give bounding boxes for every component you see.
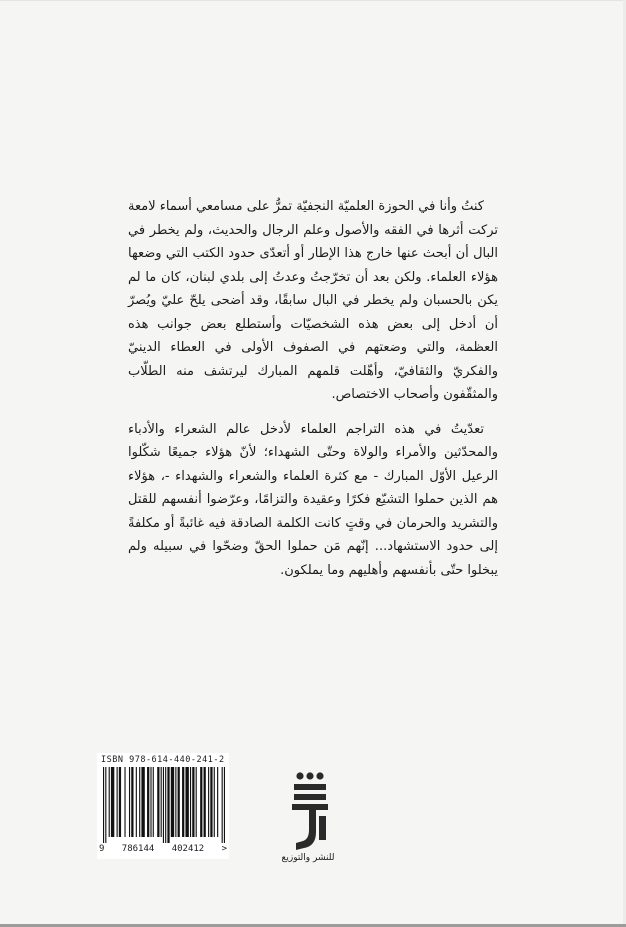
- barcode-bar: [208, 767, 209, 837]
- barcode-bar: [124, 767, 125, 837]
- barcode-bar: [147, 767, 149, 837]
- barcode-bar: [105, 767, 106, 843]
- barcode-bar: [136, 767, 137, 837]
- barcode-bar: [131, 767, 133, 837]
- barcode-bar: [200, 767, 202, 837]
- barcode-bar: [111, 767, 114, 837]
- barcode-bar: [185, 767, 188, 837]
- barcode-bar: [214, 767, 215, 837]
- isbn-barcode: [97, 753, 229, 859]
- barcode-digit-first: 9: [99, 844, 105, 854]
- barcode-bar: [157, 767, 159, 837]
- barcode-bar: [129, 767, 130, 837]
- isbn-label: ISBN 978-614-440-241-2: [101, 755, 225, 765]
- barcode-bar: [210, 767, 212, 837]
- barcode-bar: [192, 767, 194, 837]
- barcode-quiet-marker: >: [221, 844, 227, 854]
- back-cover-blurb: [128, 195, 498, 582]
- blurb-paragraph-1: كنتُ وأنا في الحوزة العلميّة النجفيّة تمرُّ على مسامعي أسماء لامعة تركت أثرها في الفقه والأصول وعلم الرجال والحديث، ولم يخطر في البال أن أبحث عنها خارج هذا الإطار أو أتعدّى حدود الكتب التي وضعها هؤلاء العلماء. ولكن بعد أن تخرّجتُ وعدتُ إلى بلدي لبنان، كان ما لم يكن بالحسبان ولم يخطر في البال سابقًا، وقد أضحى يلحّ عليّ ويُصرّ أن أدخل إلى بعض هذه الشخصيّات وأستطلع بعض جوانب هذه العظمة، والتي وضعتهم في الصفوف الأولى في العطاء الدينيّ والفكريّ والثقافيّ، وأهّلت قلمهم المبارك ليرتشف منه الطلّاب والمثقّفون وأصحاب الاختصاص.: [128, 199, 498, 402]
- barcode-bar: [190, 767, 191, 837]
- barcode-bar: [139, 767, 140, 837]
- barcode-bar: [182, 767, 184, 837]
- barcode-bar: [165, 767, 166, 843]
- barcode-bar: [171, 767, 174, 837]
- barcode-bars: [103, 767, 225, 843]
- barcode-bar: [119, 767, 121, 837]
- barcode-bar: [141, 767, 144, 837]
- barcode-bar: [204, 767, 206, 837]
- barcode-bar: [163, 767, 164, 843]
- publisher-name: للنشر والتوزيع: [281, 853, 335, 863]
- barcode-bar: [196, 767, 197, 837]
- barcode-bar: [224, 767, 225, 843]
- barcode-bar: [167, 767, 169, 843]
- blurb-paragraph-2: تعدّيتُ في هذه التراجم العلماء لأدخل عالم الشعراء والأدباء والمحدّثين والأمراء والولاة وحتّى الشهداء؛ لأنّ هؤلاء جميعًا شكّلوا الرعيل الأوّل المبارك - مع كثرة العلماء والشعراء والشهداء -، هؤلاء هم الذين حملوا التشيّع فكرًا وعقيدة والتزامًا، وعرّضوا أنفسهم للقتل والتشريد والحرمان في وقتٍ كانت الكلمة الصادقة فيه غائبةً أو مكلفةً إلى حدود الاستشهاد... إنّهم مَن حملوا الحقّ وضحّوا في سبيله ولم يبخلوا حتّى بأنفسهم وأهليهم وما يملكون.: [128, 421, 498, 578]
- barcode-bar: [222, 767, 223, 843]
- barcode-bar: [175, 767, 176, 837]
- barcode-bar: [117, 767, 118, 837]
- barcode-bar: [150, 767, 151, 837]
- barcode-digits-right: 402412: [171, 844, 205, 854]
- barcode-bar: [217, 767, 218, 837]
- barcode-bar: [178, 767, 180, 837]
- barcode-bar: [109, 767, 110, 837]
- page-edge-top: [0, 0, 626, 1]
- barcode-digits-left: 786144: [121, 844, 155, 854]
- barcode-digits: [97, 844, 229, 854]
- publisher-logo-icon: [290, 770, 330, 860]
- barcode-bar: [161, 767, 162, 837]
- barcode-bar: [103, 767, 104, 843]
- barcode-bar: [153, 767, 154, 837]
